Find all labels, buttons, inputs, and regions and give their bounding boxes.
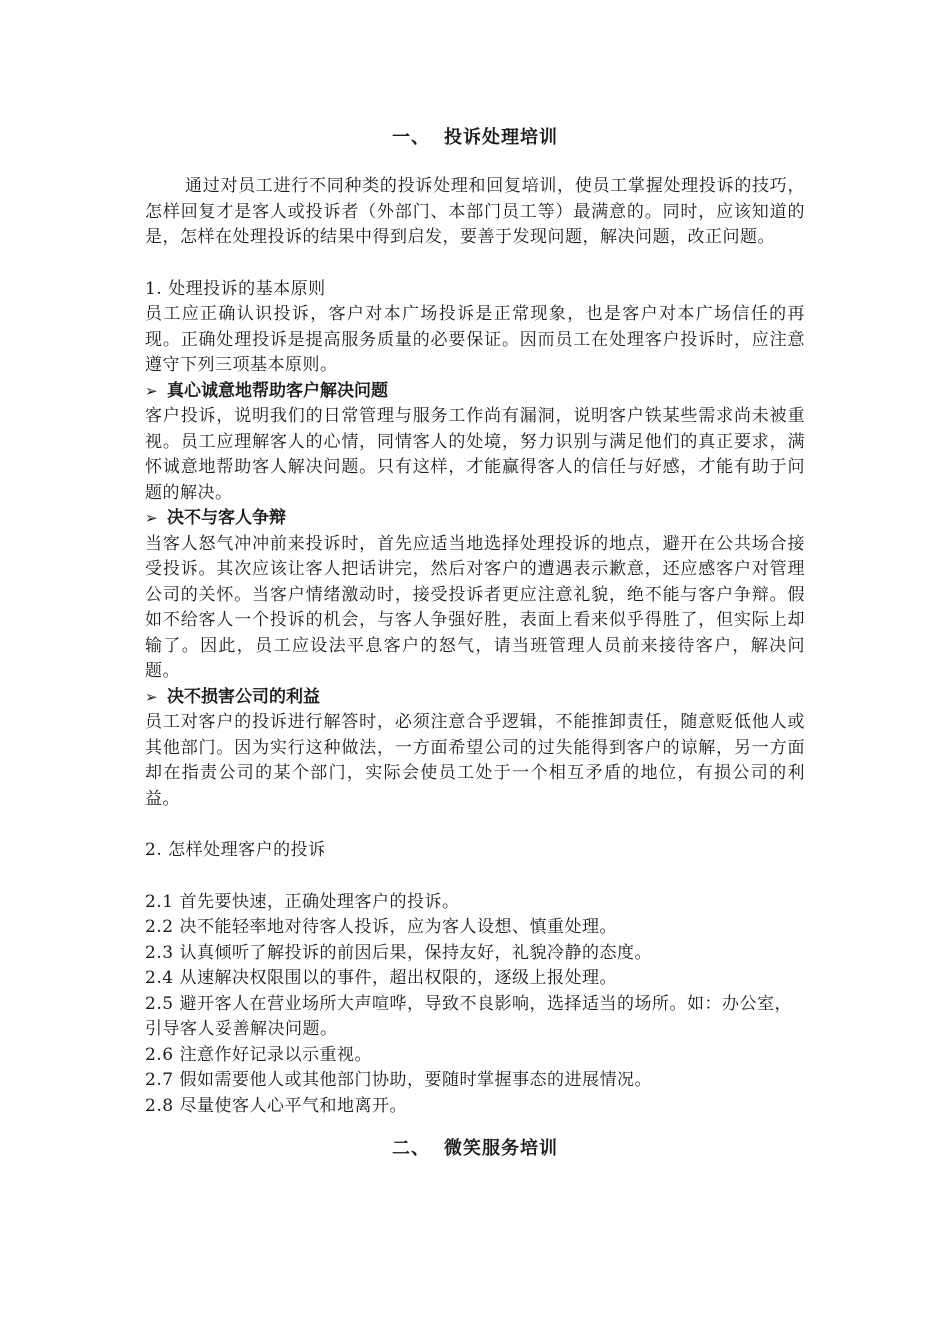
subsection-2-heading: 2. 怎样处理客户的投诉: [145, 840, 326, 860]
list-item: 2.5 避开客人在营业场所大声喧哗，导致不良影响，选择适当的场所。如：办公室，引导客人妥善解决问题。: [145, 993, 793, 1039]
section-1-title-text: 投诉处理培训: [444, 127, 558, 148]
arrow-bullet-icon: ➢: [145, 509, 158, 527]
subsection-1-body: 员工应正确认识投诉，客户对本广场投诉是正常现象，也是客户对本广场信任的再现。正确处理投诉是提高服务质量的必要保证。因而员工在处理客户投诉时，应注意遵守下列三项基本原则。: [145, 304, 805, 375]
subsection-1-heading: 1. 处理投诉的基本原则: [145, 278, 326, 299]
arrow-bullet-icon: ➢: [145, 381, 158, 400]
principle-1-heading: [145, 379, 805, 405]
principle-2-text: 当客人怒气冲冲前来投诉时，首先应适当地选择处理投诉的地点，避开在公共场合接受投诉。其次应该让客人把话讲完，然后对客户的遭遇表示歉意，还应感客户对管理公司的关怀。当客户情绪激动时，接受投诉者更应注意礼貌，绝不能与客户争辩。假如不给客人一个投诉的机会，与客人争强好胜，表面上看来似乎得胜了，但实际上却输了。因此，员工应设法平息客户的怒气，请当班管理人员前来接待客户，解决问题。: [145, 533, 805, 681]
list-item: 2.3 认真倾听了解投诉的前因后果，保持友好，礼貌冷静的态度。: [145, 942, 653, 963]
principle-1-text: 客户投诉，说明我们的日常管理与服务工作尚有漏洞，说明客户铁某些需求尚未被重视。员工应理解客人的心情，同情客人的处境，努力识别与满足他们的真正要求，满怀诚意地帮助客人解决问题。只有这样，才能赢得客人的信任与好感，才能有助于问题的解决。: [145, 406, 805, 503]
intro-paragraph: 通过对员工进行不同种类的投诉处理和回复培训，使员工掌握处理投诉的技巧，怎样回复才是客人或投诉者（外部门、本部门员工等）最满意的。同时，应该知道的是，怎样在处理投诉的结果中得到启发，要善于发现问题，解决问题，改正问题。: [145, 176, 805, 247]
document-page: [145, 112, 805, 1185]
principle-3-text: 员工对客户的投诉进行解答时，必须注意合乎逻辑，不能推卸责任，随意贬低他人或其他部门。因为实行这种做法，一方面希望公司的过失能得到客户的谅解，另一方面却在指责公司的某个部门，实际会使员工处于一个相互矛盾的地位，有损公司的利益。: [145, 712, 805, 809]
list-item: 2.7 假如需要他人或其他部门协助，要随时掌握事态的进展情况。: [145, 1070, 653, 1090]
arrow-bullet-icon: ➢: [145, 687, 158, 706]
list-item: 2.1 首先要快速，正确处理客户的投诉。: [145, 891, 460, 912]
principle-3-title: 决不损害公司的利益: [167, 686, 320, 707]
principle-2-heading: [145, 506, 805, 532]
list-item: 2.8 尽量使客人心平气和地离开。: [145, 1095, 408, 1116]
principle-1-title: 真心诚意地帮助客户解决问题: [167, 380, 388, 401]
section-2-title: [145, 1137, 805, 1161]
list-item: 2.2 决不能轻率地对待客人投诉，应为客人设想、慎重处理。: [145, 917, 618, 937]
section-1-title: [145, 126, 805, 150]
section-2-title-text: 微笑服务培训: [444, 1138, 558, 1159]
list-item: 2.4 从速解决权限围以的事件，超出权限的，逐级上报处理。: [145, 968, 618, 988]
section-1-number: 一、: [392, 127, 430, 148]
principle-2-title: 决不与客人争辩: [167, 508, 286, 528]
principle-3-heading: [145, 685, 805, 711]
section-2-number: 二、: [392, 1138, 430, 1159]
list-item: 2.6 注意作好记录以示重视。: [145, 1044, 373, 1065]
